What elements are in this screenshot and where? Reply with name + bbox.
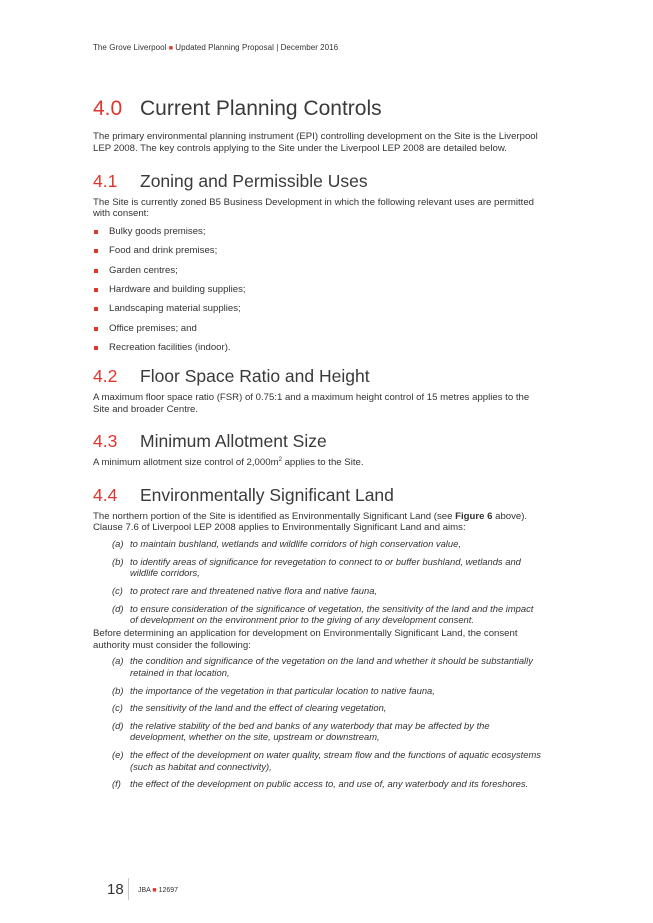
section-number: 4.1 bbox=[93, 170, 118, 191]
bullet-square-icon bbox=[94, 327, 98, 331]
bullet-square-icon bbox=[94, 249, 98, 253]
section-title: Environmentally Significant Land bbox=[140, 484, 394, 505]
footer-org: JBA bbox=[138, 887, 151, 894]
section-heading-4-2 bbox=[93, 365, 543, 387]
section-number: 4.3 bbox=[93, 430, 118, 451]
section-heading-4-1 bbox=[93, 170, 543, 192]
list-item: (d) the relative stability of the bed and banks of any waterbody that may be affected by the development, whether on the site, upstream or downstream, bbox=[112, 719, 490, 743]
footer-reference bbox=[138, 887, 178, 894]
footer-divider bbox=[128, 878, 129, 900]
list-item: Garden centres; bbox=[93, 265, 543, 277]
section-4-2-body: A maximum floor space ratio (FSR) of 0.75:1 and a maximum height control of 15 metres applies to the Site and broader Centre. bbox=[93, 392, 530, 416]
section-number: 4.0 bbox=[93, 97, 123, 120]
list-item: (e) the effect of the development on water quality, stream flow and the functions of aquatic ecosystems (such as habitat and connectivity), bbox=[112, 748, 541, 772]
section-heading-4-0 bbox=[93, 96, 543, 122]
section-title: Zoning and Permissible Uses bbox=[140, 170, 368, 191]
bullet-square-icon bbox=[94, 307, 98, 311]
bullet-square-icon bbox=[94, 230, 98, 234]
page-number: 18 bbox=[107, 881, 124, 898]
permissible-uses-list bbox=[93, 226, 543, 354]
page-content bbox=[93, 96, 543, 796]
section-heading-4-4 bbox=[93, 484, 543, 506]
list-item: (a) the condition and significance of the vegetation on the land and whether it should be substantially retained in that location, bbox=[112, 655, 533, 678]
section-4-4-intro: The northern portion of the Site is identified as Environmentally Significant Land (see Figure 6 above). Clause 7.6 of Liverpool LEP 2008 applies to Environmentally Significant Land and aims: bbox=[93, 510, 528, 534]
section-title: Current Planning Controls bbox=[140, 97, 382, 120]
list-item: (b) the importance of the vegetation in that particular location to native fauna, bbox=[112, 684, 435, 696]
considerations-list bbox=[93, 655, 543, 789]
bullet-square-icon bbox=[94, 288, 98, 292]
section-title: Minimum Allotment Size bbox=[140, 430, 327, 451]
list-item: Hardware and building supplies; bbox=[93, 284, 543, 296]
list-item: Food and drink premises; bbox=[93, 245, 543, 257]
header-separator: ■ bbox=[168, 45, 173, 52]
running-header bbox=[93, 43, 338, 52]
clause-aims-list bbox=[93, 538, 543, 626]
list-item: (c) the sensitivity of the land and the effect of clearing vegetation, bbox=[112, 702, 387, 714]
section-4-3-body: A minimum allotment size control of $2,000m^2$ applies to the Site. bbox=[93, 456, 364, 468]
list-item: Landscaping material supplies; bbox=[93, 303, 543, 315]
section-number: 4.4 bbox=[93, 484, 118, 505]
list-item: (f) the effect of the development on public access to, and use of, any waterbody and its foreshores. bbox=[112, 778, 529, 790]
list-item: (a) to maintain bushland, wetlands and wildlife corridors of high conservation value, bbox=[112, 538, 461, 550]
footer-separator: ■ bbox=[152, 887, 157, 894]
footer-ref-number: 12697 bbox=[158, 887, 179, 894]
section-4-1-body: The Site is currently zoned B5 Business Development in which the following relevant uses are permitted with consent: bbox=[93, 196, 535, 220]
section-number: 4.2 bbox=[93, 366, 118, 387]
section-heading-4-3 bbox=[93, 430, 543, 452]
bullet-square-icon bbox=[94, 346, 98, 350]
header-doc-info: Updated Planning Proposal | December 2016 bbox=[175, 43, 339, 52]
list-item: (c) to protect rare and threatened native flora and native fauna, bbox=[112, 585, 378, 597]
list-item: Bulky goods premises; bbox=[93, 226, 543, 238]
header-project: The Grove Liverpool bbox=[93, 43, 167, 52]
section-4-0-body: The primary environmental planning instrument (EPI) controlling development on the Site is the Liverpool LEP 2008. The key controls applying to the Site under the Liverpool LEP 2008 are detailed below. bbox=[93, 131, 538, 154]
section-title: Floor Space Ratio and Height bbox=[140, 366, 370, 387]
considerations-intro: Before determining an application for development on Environmentally Significant Land, the consent authority must consider the following: bbox=[93, 627, 518, 651]
list-item: Office premises; and bbox=[93, 323, 543, 335]
list-item: Recreation facilities (indoor). bbox=[93, 342, 543, 354]
bullet-square-icon bbox=[94, 269, 98, 273]
list-item: (d) to ensure consideration of the significance of vegetation, the sensitivity of the land and the impact of development on the environment prior to the giving of any development consent. bbox=[112, 602, 534, 626]
figure-reference: Figure 6 bbox=[455, 510, 493, 522]
list-item: (b) to identify areas of significance for revegetation to connect to or buffer bushland, wetlands and wildlife corridors, bbox=[112, 555, 521, 579]
